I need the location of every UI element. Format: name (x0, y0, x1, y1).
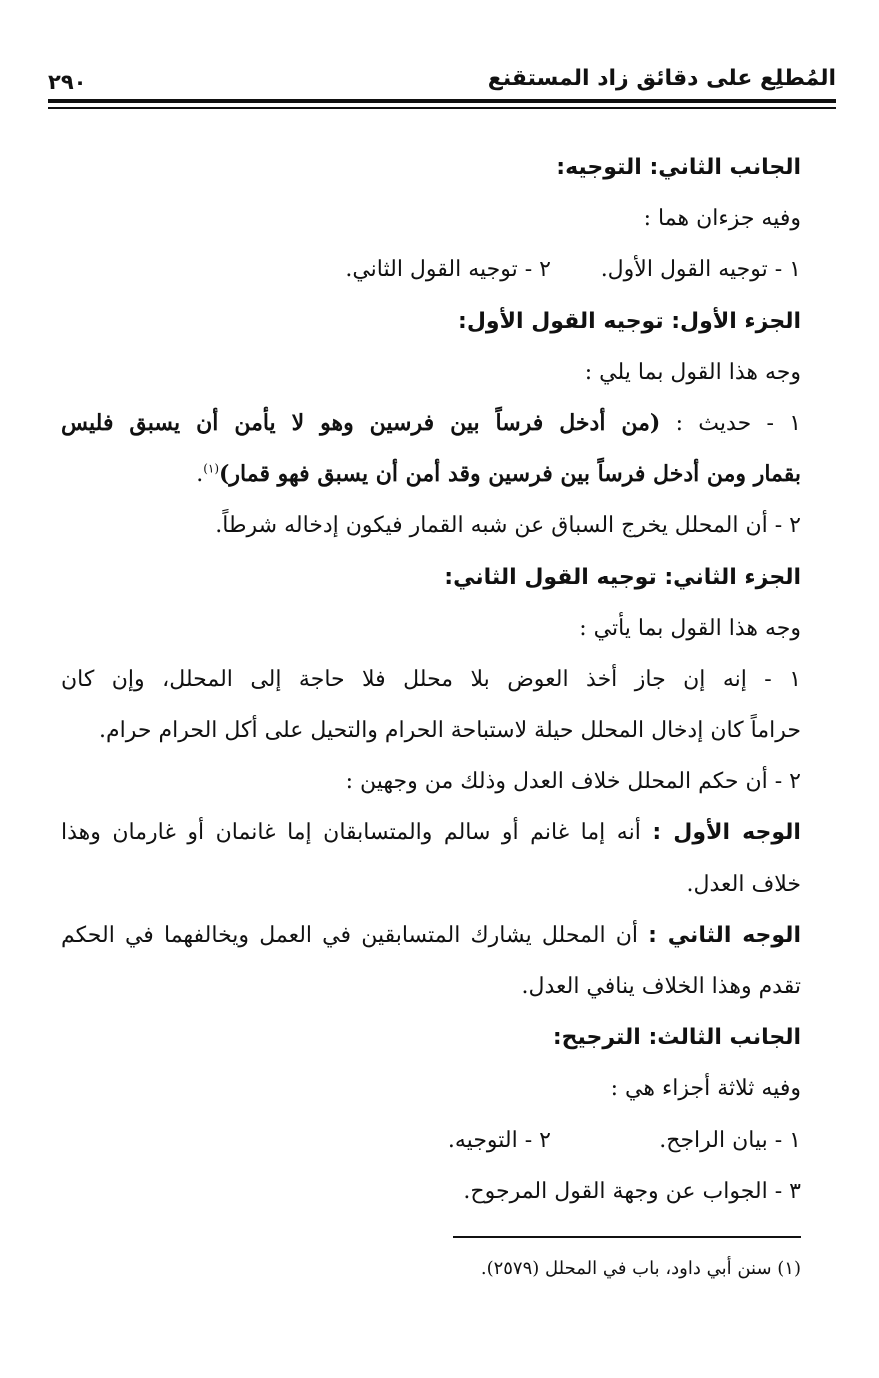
aspect2-line2: تقدم وهذا الخلاف ينافي العدل. (521, 974, 801, 999)
part2-item1-line2: حراماً كان إدخال المحلل حيلة لاستباحة الحرام والتحيل على أكل الحرام حرام. (99, 718, 801, 744)
part2-heading: الجزء الثاني: توجيه القول الثاني: (444, 564, 801, 590)
footnote-reference[interactable]: (١) (203, 461, 220, 476)
footnote-separator (453, 1236, 801, 1238)
hadith-quote-part1: (من أدخل فرساً بين فرسين وهو لا يأمن أن يسبق فليس (61, 409, 661, 436)
section-heading-guidance: الجانب الثاني: التوجيه: (556, 155, 801, 180)
aspect2-text: أن المحلل يشارك المتسابقين في العمل ويخالفهما في الحكم (61, 922, 638, 948)
part1-heading: الجزء الأول: توجيه القول الأول: (458, 308, 801, 334)
header-rule-thick (48, 99, 836, 103)
part1-item1-line2 (61, 449, 801, 500)
header-rule-thin (48, 107, 836, 109)
list-number: ١ (789, 410, 801, 436)
aspect1-line2: خلاف العدل. (686, 871, 801, 897)
aspect1-line1 (61, 807, 801, 858)
part2-item2: ٢ - أن حكم المحلل خلاف العدل وذلك من وجهين : (345, 769, 801, 795)
sentence-end: . (196, 462, 204, 488)
part1-item2: ٢ - أن المحلل يخرج السباق عن شبه القمار فيكون إدخاله شرطاً. (215, 513, 801, 539)
hadith-quote-part2: بقمار ومن أدخل فرساً بين فرسين وقد أمن أن يسبق فهو قمار) (219, 461, 801, 488)
list-text: أن حكم المحلل خلاف العدل وذلك من وجهين : (345, 769, 768, 795)
list-number: ٣ (789, 1178, 801, 1204)
list-number: ٢ (539, 257, 551, 283)
running-header (48, 58, 836, 98)
list-text: إنه إن جاز أخذ العوض بلا محلل فلا حاجة إلى المحلل، وإن كان (61, 666, 747, 692)
aspect1-label: الوجه الأول : (652, 820, 801, 846)
aspect2-line1 (61, 910, 801, 961)
list-text: الجواب عن وجهة القول المرجوح. (463, 1178, 768, 1204)
list-text: التوجيه. (447, 1127, 518, 1153)
part2-intro: وجه هذا القول بما يأتي : (579, 615, 801, 641)
footnote-text: سنن أبي داود، باب في المحلل (٢٥٧٩). (480, 1258, 772, 1279)
list-number: ٢ (539, 1127, 551, 1153)
list-text: أن المحلل يخرج السباق عن شبه القمار فيكون إدخاله شرطاً. (215, 513, 768, 539)
list-number: ٢ (789, 513, 801, 539)
list-text: توجيه القول الثاني. (345, 257, 518, 283)
page-number: ٢٩٠ (48, 70, 87, 94)
list-item: ١ - بيان الراجح. (659, 1127, 801, 1153)
section-intro-guidance: وفيه جزءان هما : (643, 206, 801, 232)
list-text: توجيه القول الأول. (600, 257, 768, 283)
preference-list (61, 1115, 801, 1166)
book-title: المُطلِع على دقائق زاد المستقنع (487, 66, 836, 91)
list-item: ٢ - التوجيه. (447, 1127, 551, 1153)
guidance-list (61, 244, 801, 295)
list-item: ٣ - الجواب عن وجهة القول المرجوح. (463, 1178, 801, 1204)
list-number: ١ (789, 257, 801, 283)
section-intro-preference: وفيه ثلاثة أجزاء هي : (610, 1076, 801, 1102)
list-text: بيان الراجح. (659, 1127, 768, 1153)
list-item: ٢ - توجيه القول الثاني. (345, 257, 551, 283)
main-text (61, 142, 801, 1217)
footnote-marker: (١) (777, 1258, 801, 1279)
list-number: ١ (789, 1127, 801, 1153)
aspect1-text: أنه إما غانم أو سالم والمتسابقان إما غانمان أو غارمان وهذا (61, 820, 641, 846)
footnote (481, 1258, 801, 1279)
hadith-lead: حديث : (675, 410, 752, 436)
list-item: ١ - توجيه القول الأول. (600, 257, 801, 283)
section-heading-preference: الجانب الثالث: الترجيح: (552, 1025, 801, 1051)
aspect2-label: الوجه الثاني : (648, 922, 801, 948)
part1-intro: وجه هذا القول بما يلي : (584, 359, 801, 385)
part2-item1-line1: ١ - إنه إن جاز أخذ العوض بلا محلل فلا حاجة إلى المحلل، وإن كان (61, 666, 801, 692)
list-number: ١ (789, 666, 801, 692)
part1-item1-line1: ١ - حديث : (من أدخل فرساً بين فرسين وهو لا يأمن أن يسبق فليس (61, 409, 801, 436)
list-number: ٢ (789, 769, 801, 795)
